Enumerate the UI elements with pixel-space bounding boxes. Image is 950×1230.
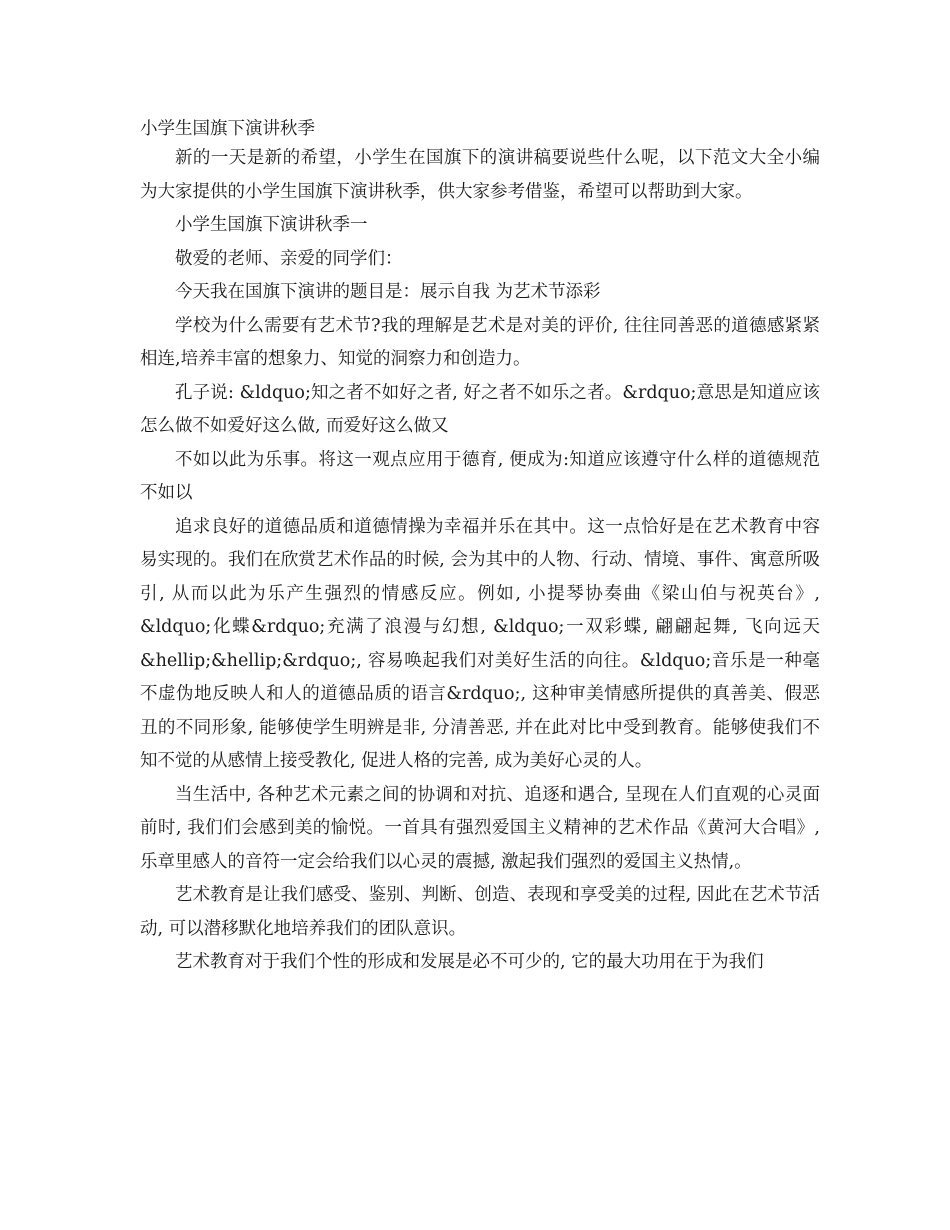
paragraph: 艺术教育是让我们感受、鉴别、判断、创造、表现和享受美的过程, 因此在艺术节活动, 可以潜移默化地培养我们的团队意识。	[140, 885, 820, 939]
paragraph: 不如以此为乐事。将这一观点应用于德育, 便成为:知道应该遵守什么样的道德规范不如以	[140, 449, 820, 503]
document-title: 小学生国旗下演讲秋季	[140, 119, 315, 139]
paragraph: 学校为什么需要有艺术节?我的理解是艺术是对美的评价, 往往同善恶的道德感紧紧相连,培养丰富的想象力、知觉的洞察力和创造力。	[140, 315, 820, 369]
paragraph: 艺术教育对于我们个性的形成和发展是必不可少的, 它的最大功用在于为我们	[175, 952, 764, 972]
paragraph-topic: 今天我在国旗下演讲的题目是：展示自我 为艺术节添彩	[175, 282, 601, 302]
paragraph: 孔子说: &ldquo;知之者不如好之者, 好之者不如乐之者。&rdquo;意思是知道应该怎么做不如爱好这么做, 而爱好这么做又	[140, 382, 820, 436]
paragraph: 当生活中, 各种艺术元素之间的协调和对抗、追逐和遇合, 呈现在人们直观的心灵面前时, 我们们会感到美的愉悦。一首具有强烈爱国主义精神的艺术作品《黄河大合唱》,乐章里感人的音符一定会给我们以心灵的震撼, 激起我们强烈的爱国主义热情,。	[140, 784, 820, 872]
document-body	[140, 142, 820, 980]
paragraph-subtitle: 小学生国旗下演讲秋季一	[175, 215, 368, 235]
paragraph-salutation: 敬爱的老师、亲爱的同学们：	[175, 248, 403, 269]
paragraph-intro: 新的一天是新的希望，小学生在国旗下的演讲稿要说些什么呢，以下范文大全小编为大家提供的小学生国旗下演讲秋季，供大家参考借鉴，希望可以帮助到大家。	[140, 148, 820, 202]
paragraph: 追求良好的道德品质和道德情操为幸福并乐在其中。这一点恰好是在艺术教育中容易实现的。我们在欣赏艺术作品的时候, 会为其中的人物、行动、情境、事件、寓意所吸引, 从而以此为乐产生强烈的情感反应。例如, 小提琴协奏曲《梁山伯与祝英台》, &ldquo;化蝶&rdquo;充满了浪漫与幻想, &ldquo;一双彩蝶, 翩翩起舞, 飞向远天&hellip;&hellip;&rdquo;, 容易唤起我们对美好生活的向往。&ldquo;音乐是一种毫不虚伪地反映人和人的道德品质的语言&rdquo;, 这种审美情感所提供的真善美、假恶丑的不同形象, 能够使学生明辨是非, 分清善恶, 并在此对比中受到教育。能够使我们不知不觉的从感情上接受教化, 促进人格的完善, 成为美好心灵的人。	[140, 516, 820, 771]
